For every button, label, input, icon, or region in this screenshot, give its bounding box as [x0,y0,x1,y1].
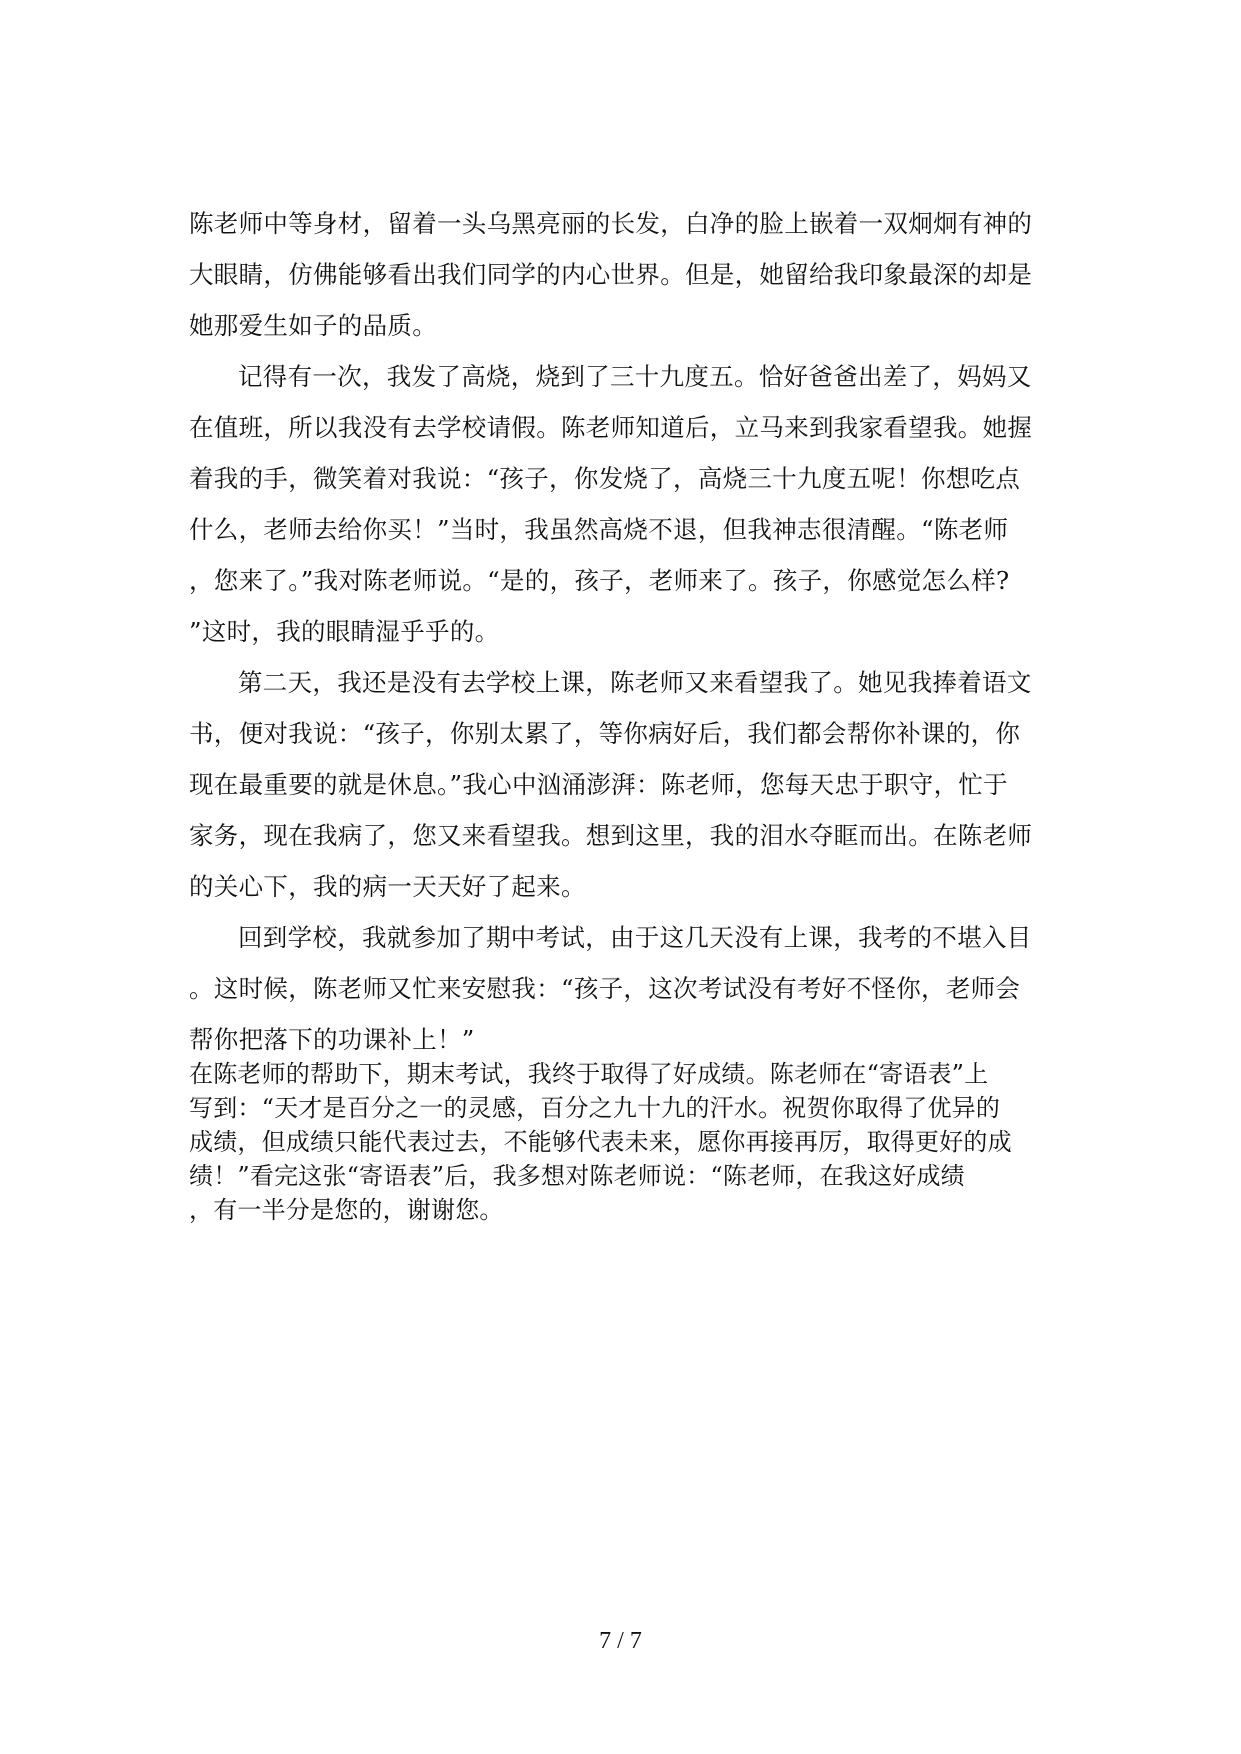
paragraph-4-line-2: 。这时候，陈老师又忙来安慰我：“孩子，这次考试没有考好不怪你，老师会 [189,974,1021,1003]
paragraph-5-line-1: 在陈老师的帮助下，期末考试，我终于取得了好成绩。陈老师在“寄语表”上 [189,1060,989,1088]
paragraph-1-line-3: 她那爱生如子的品质。 [189,311,437,340]
page-number: 7 / 7 [599,1628,642,1654]
paragraph-5-line-5: ，有一半分是您的，谢谢您。 [189,1196,504,1224]
paragraph-1-line-2: 大眼睛，仿佛能够看出我们同学的内心世界。但是，她留给我印象最深的却是 [189,260,1033,289]
paragraph-3-line-2: 书，便对我说：“孩子，你别太累了，等你病好后，我们都会帮你补课的，你 [189,719,1021,748]
paragraph-3-line-1: 第二天，我还是没有去学校上课，陈老师又来看望我了。她见我捧着语文 [238,668,1032,697]
paragraph-5-line-4: 绩！”看完这张“寄语表”后，我多想对陈老师说：“陈老师，在我这好成绩 [189,1162,965,1190]
paragraph-2-line-4: 什么，老师去给你买！”当时，我虽然高烧不退，但我神志很清醒。“陈老师 [189,515,1009,544]
paragraph-3-line-3: 现在最重要的就是休息。”我心中汹涌澎湃：陈老师，您每天忠于职守，忙于 [189,770,1008,799]
paragraph-2-line-1: 记得有一次，我发了高烧，烧到了三十九度五。恰好爸爸出差了，妈妈又 [238,362,1032,391]
paragraph-3-line-4: 家务，现在我病了，您又来看望我。想到这里，我的泪水夺眶而出。在陈老师 [189,821,1033,850]
paragraph-2-line-2: 在值班，所以我没有去学校请假。陈老师知道后，立马来到我家看望我。她握 [189,413,1033,442]
paragraph-2-line-5: ，您来了。”我对陈老师说。“是的，孩子，老师来了。孩子，你感觉怎么样? [189,566,1010,595]
paragraph-4-line-1: 回到学校，我就参加了期中考试，由于这几天没有上课，我考的不堪入目 [238,923,1032,952]
paragraph-5-line-2: 写到：“天才是百分之一的灵感，百分之九十九的汗水。祝贺你取得了优异的 [189,1094,1001,1122]
paragraph-2-line-3: 着我的手，微笑着对我说：“孩子，你发烧了，高烧三十九度五呢！你想吃点 [189,464,1021,493]
paragraph-3-line-5: 的关心下，我的病一天天好了起来。 [189,872,586,901]
paragraph-4-line-3: 帮你把落下的功课补上！” [189,1025,475,1054]
paragraph-2-line-6: ”这时，我的眼睛湿乎乎的。 [189,617,500,646]
paragraph-5-line-3: 成绩，但成绩只能代表过去，不能够代表未来，愿你再接再厉，取得更好的成 [189,1128,1012,1156]
paragraph-1-line-1: 陈老师中等身材，留着一头乌黑亮丽的长发，白净的脸上嵌着一双炯炯有神的 [189,209,1033,238]
